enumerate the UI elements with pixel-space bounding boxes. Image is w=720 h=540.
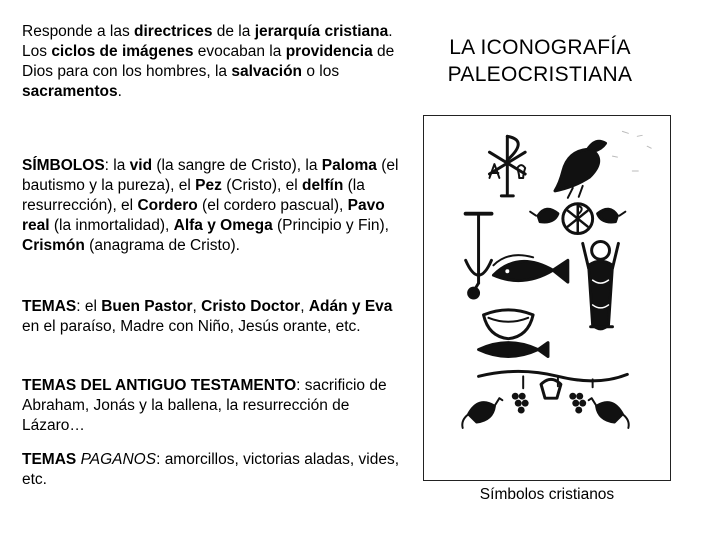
text-segment: : la <box>104 157 130 174</box>
text-segment: jerarquía cristiana <box>254 23 389 40</box>
text-segment: Cordero <box>137 197 198 214</box>
text-segment: en el paraíso, Madre con Niño, Jesús orante, etc. <box>22 318 361 335</box>
text-segment: (la resurrección), el <box>22 177 365 214</box>
text-segment: Pavo real <box>22 197 385 234</box>
text-segment: Cristo Doctor <box>201 298 301 315</box>
text-segment: directrices <box>134 23 213 40</box>
orant-figure-icon <box>583 241 619 328</box>
text-segment: Pez <box>195 177 222 194</box>
grapes-icon <box>512 393 586 414</box>
text-segment: TEMAS DEL ANTIGUO TESTAMENTO <box>22 377 297 394</box>
chrismon-icon <box>563 204 593 234</box>
text-segment: de Dios para con los hombres, la <box>22 43 395 80</box>
text-segment: Alfa y Omega <box>173 217 273 234</box>
dove-icon <box>555 141 606 198</box>
text-segment: , <box>192 298 202 315</box>
text-segment: Responde a las <box>22 23 135 40</box>
anchor-icon <box>466 214 492 298</box>
slide-title: LA ICONOGRAFÍA PALEOCRISTIANA <box>447 36 633 86</box>
text-segment: . <box>117 83 122 100</box>
text-segment: (el bautismo y la pureza), el <box>22 157 399 194</box>
text-segment: o los <box>302 63 340 80</box>
vine-icon <box>479 371 628 398</box>
text-segment: ciclos de imágenes <box>51 43 194 60</box>
simbolos-paragraph <box>22 156 402 256</box>
text-segment: salvación <box>231 63 303 80</box>
text-segment: (Principio y Fin), <box>272 217 389 234</box>
text-segment: (Cristo), el <box>221 177 302 194</box>
text-segment: Buen Pastor <box>101 298 193 315</box>
text-segment: Paloma <box>321 157 377 174</box>
peacock-icon <box>462 398 628 428</box>
basket-fish-icon <box>479 310 548 357</box>
text-segment: (el cordero pascual), <box>197 197 348 214</box>
text-segment: : el <box>76 298 102 315</box>
chi-rho-icon <box>489 136 525 196</box>
text-segment: , <box>300 298 309 315</box>
text-segment: providencia <box>285 43 373 60</box>
text-segment: : sacrificio de Abraham, Jonás y la ballena, la resurrección de Lázaro… <box>22 377 387 434</box>
christian-symbols-figure <box>423 115 671 481</box>
temas-paganos-paragraph <box>22 450 402 490</box>
fish-icon <box>493 255 567 282</box>
text-segment: Adán y Eva <box>308 298 393 315</box>
text-segment: SÍMBOLOS <box>22 157 105 174</box>
text-segment: TEMAS <box>22 451 81 468</box>
text-segment: evocaban la <box>193 43 286 60</box>
text-segment: delfín <box>301 177 344 194</box>
text-segment: (la sangre de Cristo), la <box>152 157 322 174</box>
text-segment: sacramentos <box>22 83 118 100</box>
text-segment: . Los <box>22 23 393 60</box>
antiguo-testamento-paragraph <box>22 376 402 436</box>
text-segment: de la <box>212 23 255 40</box>
temas-paragraph <box>22 297 402 337</box>
text-segment: PAGANOS <box>80 451 157 468</box>
intro-paragraph <box>22 22 402 102</box>
text-segment: vid <box>129 157 153 174</box>
text-segment: TEMAS <box>22 298 77 315</box>
text-segment: (anagrama de Cristo). <box>84 237 240 254</box>
text-segment: Crismón <box>22 237 85 254</box>
text-segment: (la inmortalidad), <box>49 217 174 234</box>
text-segment: : amorcillos, victorias aladas, vides, etc. <box>22 451 399 488</box>
background-specks <box>612 131 651 171</box>
figure-caption: Símbolos cristianos <box>479 486 615 503</box>
